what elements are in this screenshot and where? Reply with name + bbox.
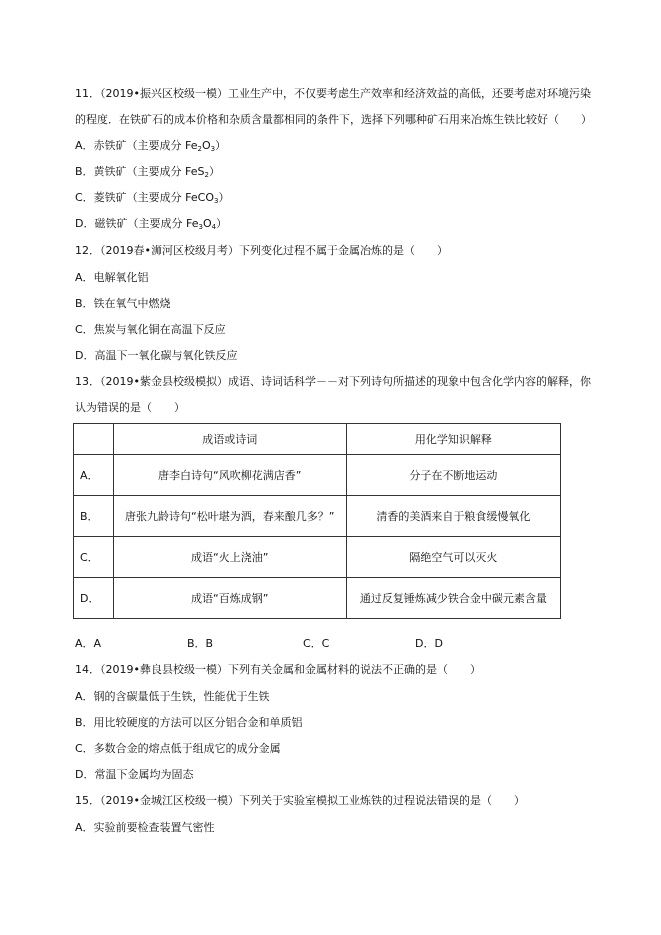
q14-option-c: C．多数合金的熔点低于组成它的成分金属 xyxy=(75,742,281,755)
table-row xyxy=(74,578,561,619)
table-row xyxy=(74,455,561,496)
q13-table xyxy=(73,423,561,619)
q13-answer-b: B．B xyxy=(187,637,214,650)
q11-option-d: D．磁铁矿（主要成分 $Fe_3O_4$） xyxy=(75,217,228,231)
q12-option-b: B．铁在氧气中燃烧 xyxy=(75,297,171,310)
q11-option-b: B．黄铁矿（主要成分 FeS$_2$） xyxy=(75,165,220,179)
q15-stem: 15．（2019•金城江区校级一模）下列关于实验室模拟工业炼铁的过程说法错误的是（ ） xyxy=(75,794,525,807)
q13-stem-line2: 认为错误的是（ ） xyxy=(75,401,185,414)
table-cell: 成语“火上浇油” xyxy=(113,537,346,578)
q12-option-c: C．焦炭与氧化铜在高温下反应 xyxy=(75,323,226,336)
q11-stem-line1: 11．（2019•振兴区校级一模）工业生产中，不仅要考虑生产效率和经济效益的高低，还要考虑对环境污染 xyxy=(75,87,591,100)
q13-answer-d: D．D xyxy=(415,637,443,650)
table-cell: D． xyxy=(74,578,114,619)
table-header-cell xyxy=(74,424,114,455)
table-header-cell: 用化学知识解释 xyxy=(346,424,560,455)
q12-option-d: D．高温下一氧化碳与氧化铁反应 xyxy=(75,349,238,362)
table-header-row xyxy=(74,424,561,455)
q13-answer-a: A．A xyxy=(75,637,102,650)
table-cell: A． xyxy=(74,455,114,496)
q11-option-a: A．赤铁矿（主要成分 $Fe_2O_3$） xyxy=(75,139,227,153)
q13-answer-options xyxy=(75,636,495,652)
q14-stem: 14．（2019•彝良县校级一模）下列有关金属和金属材料的说法不正确的是（ ） xyxy=(75,663,481,676)
table-cell: B． xyxy=(74,496,114,537)
q14-option-a: A．钢的含碳量低于生铁，性能优于生铁 xyxy=(75,690,270,703)
q15-option-a: A．实验前要检查装置气密性 xyxy=(75,821,215,834)
table-cell: 成语“百炼成钢” xyxy=(113,578,346,619)
table-cell: 通过反复锤炼减少铁合金中碳元素含量 xyxy=(346,578,560,619)
q11-option-c: C．菱铁矿（主要成分 FeCO$_3$） xyxy=(75,191,230,205)
q13-stem-line1: 13．（2019•紫金县校级模拟）成语、诗词话科学－－对下列诗句所描述的现象中包含化学内容的解释，你 xyxy=(75,375,591,388)
table-row xyxy=(74,496,561,537)
q12-stem: 12．（2019春•浉河区校级月考）下列变化过程不属于金属冶炼的是（ ） xyxy=(75,244,448,257)
q14-option-d: D．常温下金属均为固态 xyxy=(75,768,194,781)
table-cell: 隔绝空气可以灭火 xyxy=(346,537,560,578)
table-cell: 唐李白诗句“风吹柳花满店香” xyxy=(113,455,346,496)
table-cell: 分子在不断地运动 xyxy=(346,455,560,496)
q14-option-b: B．用比较硬度的方法可以区分铝合金和单质铝 xyxy=(75,716,303,729)
q12-option-a: A．电解氧化铝 xyxy=(75,271,149,284)
table-cell: 清香的美酒来自于粮食缓慢氧化 xyxy=(346,496,560,537)
table-cell: C． xyxy=(74,537,114,578)
table-header-cell: 成语或诗词 xyxy=(113,424,346,455)
table-row xyxy=(74,537,561,578)
table-cell: 唐张九龄诗句“松叶堪为酒，春来酿几多？” xyxy=(113,496,346,537)
q11-stem-line2: 的程度．在铁矿石的成本价格和杂质含量都相同的条件下，选择下列哪种矿石用来冶炼生铁比较好（ ） xyxy=(75,113,592,126)
q13-answer-c: C．C xyxy=(303,637,330,650)
